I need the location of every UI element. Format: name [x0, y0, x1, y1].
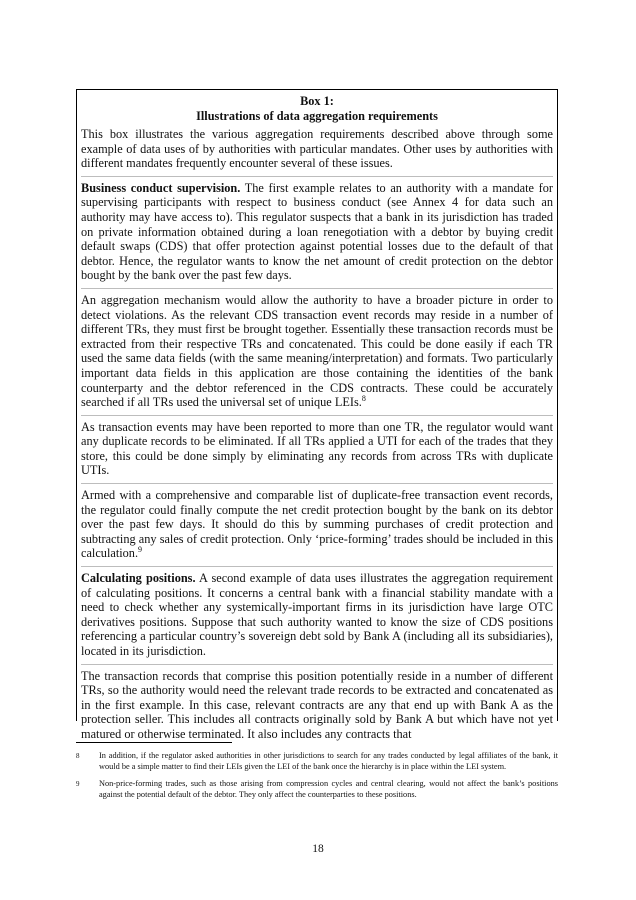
footnote-divider [76, 742, 232, 743]
paragraph-text: The transaction records that comprise this position potentially reside in a number of different TRs, so the authority would need the relevant trade records to be extracted and concatenated as in the first example. In this case, relevant contracts are any that end up with Bank A as the protection seller. This includes all contracts originally sold by Bank A but which have not yet matured or otherwise terminated. It also includes any contracts that [81, 668, 553, 741]
paragraph-text: As transaction events may have been reported to more than one TR, the regulator would want any duplicate records to be eliminated. If all TRs applied a UTI for each of the trades that they store, this could be done simply by eliminating any records from across TRs with duplicate UTIs. [81, 419, 553, 478]
box-paragraph-4 [81, 420, 553, 484]
footnote-ref-8[interactable]: 8 [361, 394, 366, 403]
footnote-text: Non-price-forming trades, such as those arising from compression cycles and central clearing, would not affect the bank’s positions against the potential default of the debtor. They only affect the counterparties to these positions. [99, 779, 558, 799]
box-paragraph-7 [81, 669, 553, 747]
box-paragraph-1 [81, 127, 553, 177]
footnote-number: 8 [76, 752, 80, 760]
footnote-ref-9[interactable]: 9 [138, 545, 143, 555]
box-subtitle: Illustrations of data aggregation requirements [196, 108, 438, 123]
box-paragraph-3 [81, 293, 553, 416]
footnote-number: 9 [76, 780, 80, 789]
paragraph-text: This box illustrates the various aggregation requirements described above through some example of data uses of by authorities with particular mandates. Other uses by authorities with different mandates frequently encounter several of these issues. [81, 127, 553, 171]
box-paragraph-5 [81, 488, 553, 567]
box-title: Box 1: [300, 94, 334, 108]
footnote-text: In addition, if the regulator asked authorities in other jurisdictions to search for any trades conducted by legal affiliates of the bank, it would be a simple matter to find their LEIs given the LEI of the bank once the hierarchy is in place within the LEI system. [99, 751, 558, 771]
footnote-8 [76, 751, 558, 772]
box-1 [76, 89, 558, 741]
paragraph-text: Armed with a comprehensive and comparable list of duplicate-free transaction event records, the regulator could finally compute the net credit protection bought by the bank on its debtor over the past few days. It should do this by summing purchases of credit protection and subtracting any sales of credit protection. Only ‘price-forming’ trades should be included in this calculation. [81, 488, 553, 561]
footnotes [76, 751, 558, 807]
footnote-9 [76, 779, 558, 800]
paragraph-lead: Business conduct supervision. [81, 180, 241, 195]
page-number: 18 [312, 843, 324, 855]
box-paragraph-6 [81, 571, 553, 665]
paragraph-text: An aggregation mechanism would allow the authority to have a broader picture in order to detect violations. As the relevant CDS transaction event records may reside in a number of different TRs, they must first be brought together. Essentially these transaction records must be extracted from their respective TRs and concatenated. This could be done easily if each TR used the same data fields (with the same meaning/interpretation) and formats. Two particularly important data fields in this application are those containing the identities of the bank counterparty and the debtor referenced in the CDS contracts. These could be accurately searched if all TRs used the universal set of unique LEIs. [81, 292, 553, 410]
paragraph-text: The first example relates to an authority with a mandate for supervising participants with respect to business conduct (see Annex 4 for data such an authority may have access to). This regulator suspects that a bank in its jurisdiction has traded on private information obtained during a loan renegotiation with a debtor by buying credit default swaps (CDS) that offer protection against potential losses due to the default of that debtor. Hence, the regulator wants to know the net amount of credit protection on the debtor bought by the bank over the past few days. [81, 180, 553, 283]
box-paragraph-2 [81, 181, 553, 289]
paragraph-lead: Calculating positions. [81, 571, 196, 586]
paragraph-text: A second example of data uses illustrates the aggregation requirement of calculating positions. It concerns a central bank with a financial stability mandate with a need to check whether any systemically-important firms in its jurisdiction have large OTC derivatives positions. Suppose that such authority wanted to know the size of CDS positions referencing a particular country’s sovereign debt sold by Bank A (including all its subsidiaries), located in its jurisdiction. [81, 571, 553, 658]
